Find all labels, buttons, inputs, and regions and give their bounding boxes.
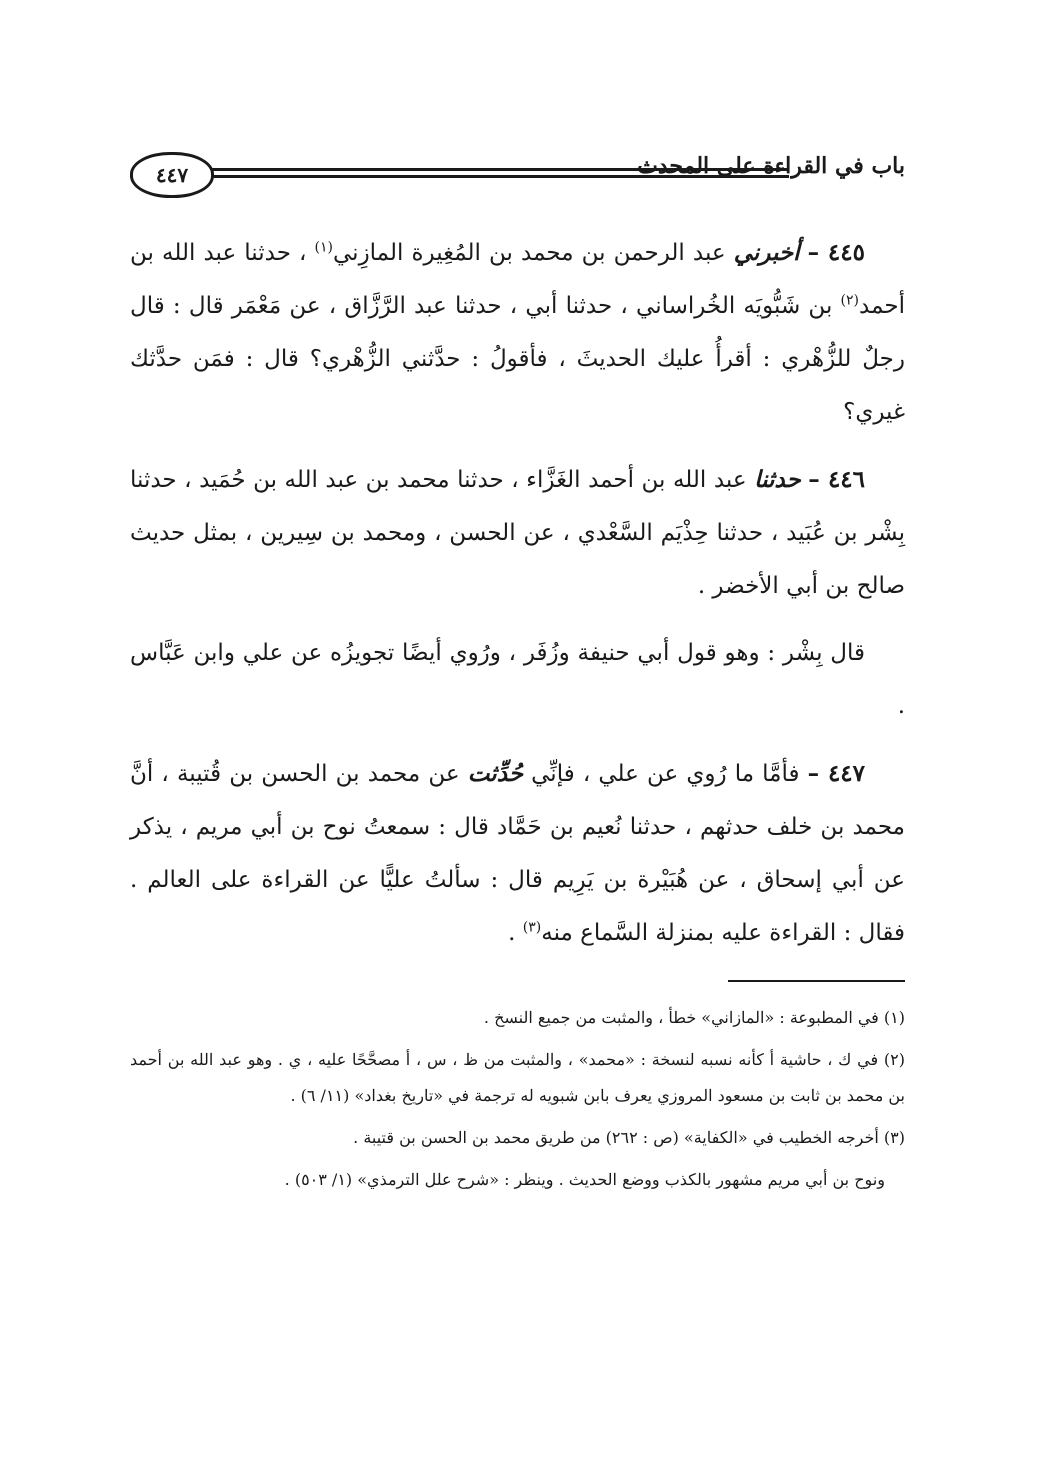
hadith-447 — [130, 747, 905, 960]
hadith-number: ٤٤٥ – — [807, 239, 865, 266]
chapter-title: باب في القراءة على المحدث — [637, 153, 905, 179]
hadith-text: فأمَّا ما رُوي عن علي ، فإنِّي — [531, 761, 800, 787]
page-header — [130, 150, 905, 210]
footnote-3-continuation: ونوح بن أبي مريم مشهور بالكذب ووضع الحديث . وينظر : «شرح علل الترمذي» (١/ ٥٠٣) . — [284, 1170, 885, 1189]
commentary-text: قال بِشْر : وهو قول أبي حنيفة وزُفَر ، ورُوي أيضًا تجويزُه عن علي وابن عَبَّاس . — [130, 640, 905, 719]
hadith-end: . — [508, 920, 516, 946]
footnote-ref: (١) — [314, 239, 333, 256]
hadith-text: عبد الله بن أحمد الغَزَّاء ، حدثنا محمد بن عبد الله بن حُمَيد ، حدثنا بِشْر بن عُبَيد ، حدثنا حِذْيَم السَّعْدي ، عن الحسن ، ومحمد بن سِيرين ، بمثل حديث صالح بن أبي الأخضر . — [130, 467, 905, 599]
hadith-opener: أخبرني — [733, 239, 800, 266]
footnote-separator — [728, 980, 905, 982]
hadith-text: ، حدثنا عبد الله بن أحمد — [130, 240, 905, 319]
footnotes — [130, 1000, 905, 1204]
hadith-number: ٤٤٦ – — [808, 466, 866, 493]
hadith-text: بن شَبُّويَه الخُراساني ، حدثنا أبي ، حدثنا عبد الرَّزَّاق ، عن مَعْمَر قال : قال رجلٌ للزُّهْري : أقرأُ عليك الحديثَ ، فأقولُ : حدَّثني الزُّهْري؟ قال : فمَن حدَّثك غيري؟ — [130, 293, 905, 425]
hadith-445 — [130, 226, 905, 439]
commentary-paragraph — [130, 627, 905, 733]
hadith-number: ٤٤٧ – — [807, 760, 865, 787]
hadith-text: عن محمد بن الحسن بن قُتيبة ، أنَّ محمد بن خلف حدثهم ، حدثنا نُعيم بن حَمَّاد قال : سمعتُ نوح بن أبي مريم ، يذكر عن أبي إسحاق ، عن هُبَيْرة بن يَرِيم قال : سألتُ عليًّا عن القراءة على العالم . فقال : القراءة عليه بمنزلة السَّماع منه — [130, 761, 905, 946]
footnote-1: (١) في المطبوعة : «المازاني» خطأ ، والمثبت من جميع النسخ . — [483, 1008, 905, 1027]
hadith-opener: حُدِّثت — [467, 760, 523, 787]
page-number: ٤٤٧ — [130, 152, 214, 198]
hadith-opener: حدثنا — [754, 466, 801, 493]
footnote-2: (٢) في ك ، حاشية أ كأنه نسبه لنسخة : «محمد» ، والمثبت من ظ ، س ، أ مصحَّحًا عليه ، ي . وهو عبد الله بن أحمد بن محمد بن ثابت بن مسعود المروزي يعرف بابن شبويه له ترجمة في «تاريخ بغداد» (١١/ ٦) . — [130, 1050, 905, 1105]
hadith-446 — [130, 453, 905, 613]
main-text — [130, 226, 905, 974]
footnote-3: (٣) أخرجه الخطيب في «الكفاية» (ص : ٢٦٢) من طريق محمد بن الحسن بن قتيبة . — [353, 1128, 905, 1147]
footnote-ref: (٣) — [522, 919, 542, 936]
hadith-text: عبد الرحمن بن محمد بن المُغِيرة المازِني — [333, 240, 726, 266]
footnote-ref: (٢) — [840, 292, 860, 309]
